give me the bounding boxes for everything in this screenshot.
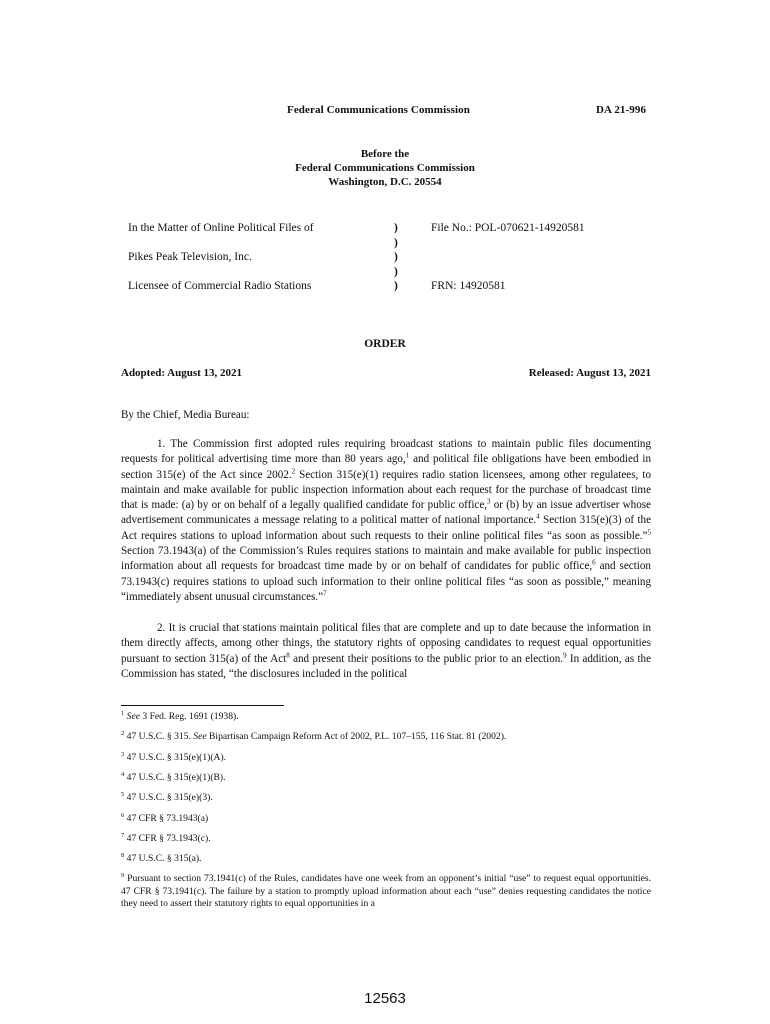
- footnote-ref-9[interactable]: 9: [563, 650, 567, 659]
- footnote-5: $^5$ 47 U.S.C. § 315(e)(3).: [121, 790, 213, 803]
- footnote-ref-8[interactable]: 8: [286, 650, 290, 659]
- footnote-ref-5[interactable]: 5: [647, 528, 651, 537]
- footnote-3: $^3$ 47 U.S.C. § 315(e)(1)(A).: [121, 750, 227, 763]
- footnote-ref-7[interactable]: 7: [323, 589, 327, 598]
- footnote-ref-4[interactable]: 4: [536, 512, 540, 521]
- title-block: [0, 147, 770, 189]
- paragraph-1: 1. The Commission first adopted rules requiring broadcast stations to maintain public files documenting requests for political advertising time more than 80 years ago,$^1$ and political file obligations have been embodied in section 315(e) of the Act since 2002.$^2$ Section 315(e)(1) requires radio station licensees, among other regulatees, to maintain and make available for public inspection information about each request for the purchase of broadcast time that is made: (a) by or on behalf of a legally qualified candidate for public office,$^3$ or (b) by an issue advertiser whose advertisement communicates a message relating to a political matter of national importance.$^4$ Section 315(e)(3) of the Act requires stations to upload information about such requests to their online political files “as soon as possible.”$^5$ Section 73.1943(a) of the Commission’s Rules requires stations to maintain and make available for public inspection information about all requests for broadcast time made by or on behalf of candidates for public office,$^6$ and section 73.1943(c) requires stations to upload such information to their online political files “as soon as possible,” meaning “immediately absent unusual circumstances.”$^7$: [121, 438, 651, 603]
- footnote-7: $^7$ 47 CFR § 73.1943(c).: [121, 831, 211, 844]
- caption-file-number: File No.: POL-070621-14920581: [431, 222, 585, 234]
- footnote-1: $^1$ See 3 Fed. Reg. 1691 (1938).: [121, 709, 239, 722]
- adopted-date: Adopted: August 13, 2021: [121, 367, 243, 379]
- footnote-ref-1[interactable]: 1: [405, 451, 410, 460]
- title-location: Washington, D.C. 20554: [328, 176, 442, 188]
- caption-frn: FRN: 14920581: [431, 280, 506, 292]
- footnote-ref-6[interactable]: 6: [592, 558, 596, 567]
- header-docket-number: DA 21-996: [596, 104, 647, 116]
- title-commission: Federal Communications Commission: [295, 162, 475, 174]
- paragraph-2: 2. It is crucial that stations maintain political files that are complete and up to date because the information in them directly affects, among other things, the statutory rights of opposing candidates to request equal opportunities pursuant to section 315(a) of the Act$^8$ and present their positions to the public prior to an election.$^9$ In addition, as the Commission has stated, “the disclosures included in the political: [121, 622, 651, 680]
- footnote-4: $^4$ 47 U.S.C. § 315(e)(1)(B).: [121, 770, 226, 783]
- caption-licensee-type: Licensee of Commercial Radio Stations: [128, 280, 312, 292]
- released-date: Released: August 13, 2021: [528, 367, 651, 379]
- footnote-2: $^2$ 47 U.S.C. § 315. See Bipartisan Campaign Reform Act of 2002, P.L. 107–155, 116 Stat. 81 (2002).: [121, 729, 507, 742]
- intro-line: By the Chief, Media Bureau:: [121, 409, 250, 421]
- footnote-divider: [121, 705, 284, 706]
- page-number: 12563: [364, 990, 406, 1007]
- footnote-9: $^9$ Pursuant to section 73.1941(c) of the Rules, candidates have one week from an opponent’s initial “use” to request equal opportunities. 47 CFR § 73.1941(c). The failure by a station to promptly upload information about each “use” denies requesting candidates the notice they need to assert their statutory rights to equal opportunities in a: [121, 871, 651, 909]
- caption-licensee-name: Pikes Peak Television, Inc.: [128, 251, 252, 263]
- title-before: Before the: [360, 148, 410, 160]
- order-title: ORDER: [364, 338, 406, 350]
- footnote-8: $^8$ 47 U.S.C. § 315(a).: [121, 851, 202, 864]
- caption-parens: ) ) ) ) ): [394, 222, 398, 293]
- caption-matter: In the Matter of Online Political Files of: [128, 222, 314, 234]
- header-agency: Federal Communications Commission: [287, 104, 470, 116]
- footnote-ref-2[interactable]: 2: [291, 466, 296, 475]
- footnote-6: $^6$ 47 CFR § 73.1943(a): [121, 811, 209, 824]
- footnote-ref-3[interactable]: 3: [487, 497, 491, 506]
